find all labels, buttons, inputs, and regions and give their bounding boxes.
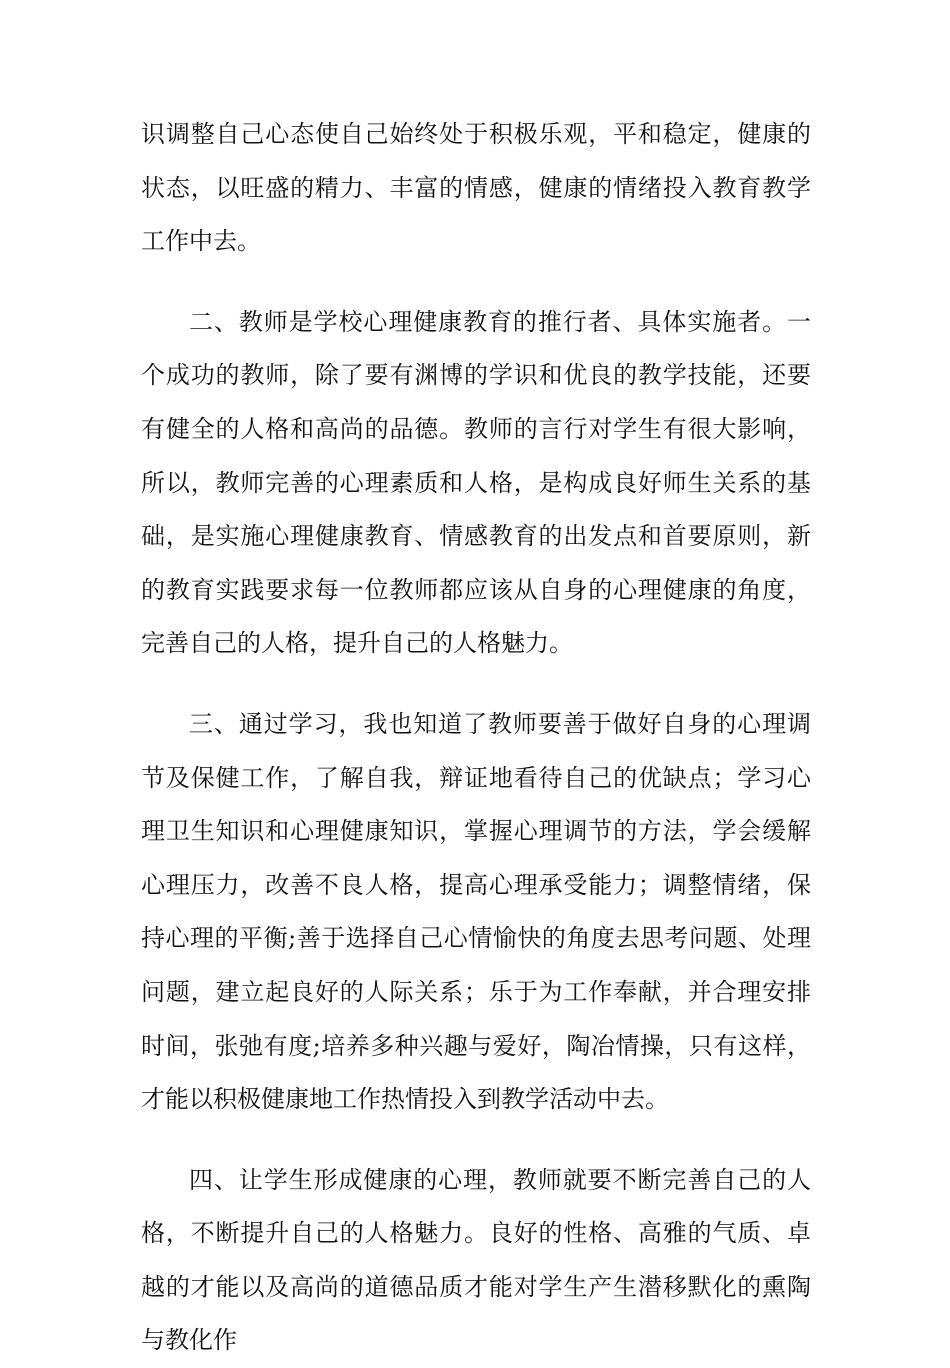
paragraph-section-three: 三、通过学习，我也知道了教师要善于做好自身的心理调节及保健工作，了解自我，辩证地看待自己的优缺点；学习心理卫生知识和心理健康知识，掌握心理调节的方法，学会缓解心理压力，改善不良人格，提高心理承受能力；调整情绪，保持心理的平衡;善于选择自己心情愉快的角度去思考问题、处理问题，建立起良好的人际关系；乐于为工作奉献，并合理安排时间，张弛有度;培养多种兴趣与爱好，陶冶情操，只有这样，才能以积极健康地工作热情投入到教学活动中去。 (141, 709, 811, 1114)
paragraph-spacer (141, 269, 811, 296)
paragraph-section-two: 二、教师是学校心理健康教育的推行者、具体实施者。一个成功的教师，除了要有渊博的学识和优良的教学技能，还要有健全的人格和高尚的品德。教师的言行对学生有很大影响，所以，教师完善的心理素质和人格，是构成良好师生关系的基础，是实施心理健康教育、情感教育的出发点和首要原则，新的教育实践要求每一位教师都应该从自身的心理健康的角度，完善自己的人格，提升自己的人格魅力。 (141, 307, 811, 658)
paragraph-continuation: 识调整自己心态使自己始终处于积极乐观，平和稳定，健康的状态，以旺盛的精力、丰富的情感，健康的情绪投入教育教学工作中去。 (141, 120, 811, 256)
document-body (141, 108, 811, 1368)
paragraph-spacer (141, 1127, 811, 1154)
paragraph-spacer (141, 671, 811, 698)
paragraph-section-four: 四、让学生形成健康的心理，教师就要不断完善自己的人格，不断提升自己的人格魅力。良好的性格、高雅的气质、卓越的才能以及高尚的道德品质才能对学生产生潜移默化的熏陶与教化作 (141, 1165, 811, 1355)
